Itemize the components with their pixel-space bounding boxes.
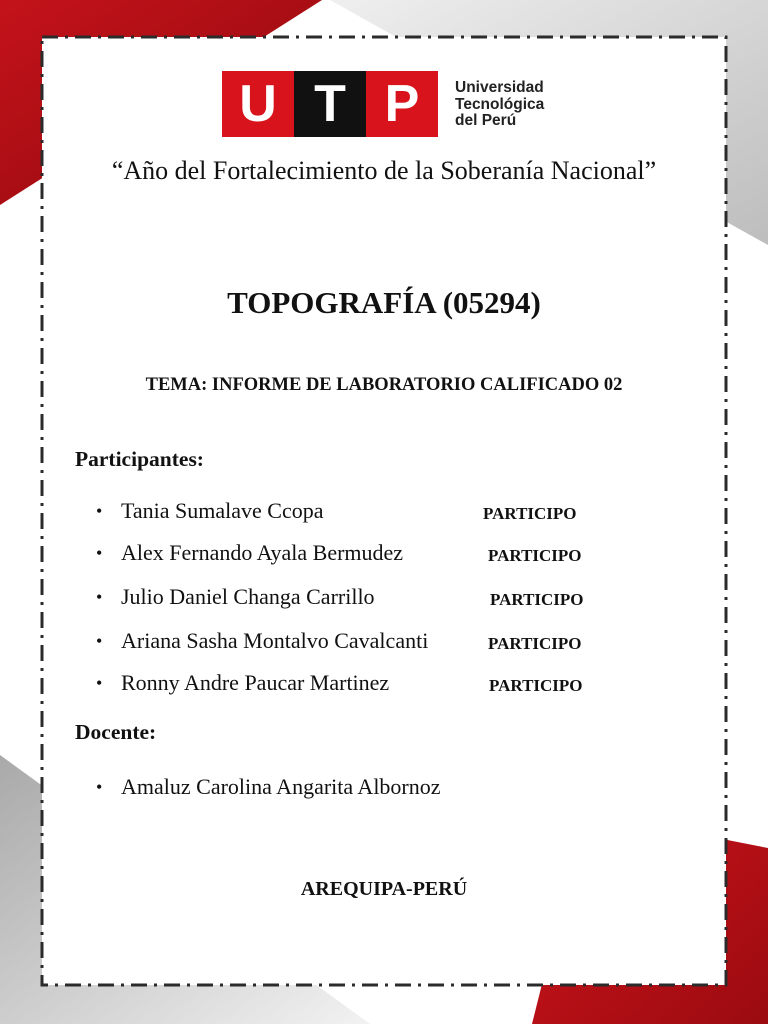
teacher-name: Amaluz Carolina Angarita Albornoz xyxy=(121,774,441,799)
logo-letter-t: T xyxy=(294,71,366,137)
university-name-line-3: del Perú xyxy=(455,112,517,129)
bullet-icon: • xyxy=(96,673,103,693)
participant-name: Alex Fernando Ayala Bermudez xyxy=(121,540,404,565)
location: AREQUIPA-PERÚ xyxy=(300,878,468,900)
bullet-icon: • xyxy=(96,777,103,797)
bullet-icon: • xyxy=(96,631,103,651)
participant-name: Julio Daniel Changa Carrillo xyxy=(121,584,375,609)
participation-status: PARTICIPO xyxy=(488,546,582,565)
university-name-line-1: Universidad xyxy=(455,79,544,96)
participation-status: PARTICIPO xyxy=(489,676,583,695)
bullet-icon: • xyxy=(96,587,103,607)
logo-letter-u: U xyxy=(222,71,294,137)
university-name xyxy=(455,80,544,130)
utp-logo xyxy=(222,71,562,137)
participant-name: Ronny Andre Paucar Martinez xyxy=(121,670,390,695)
course-title: TOPOGRAFÍA (05294) xyxy=(227,285,541,320)
participation-status: PARTICIPO xyxy=(488,634,582,653)
participation-status: PARTICIPO xyxy=(483,504,577,523)
teacher-heading: Docente: xyxy=(75,720,157,744)
participation-status: PARTICIPO xyxy=(490,590,584,609)
participant-name: Ariana Sasha Montalvo Cavalcanti xyxy=(121,628,429,653)
participant-name: Tania Sumalave Ccopa xyxy=(121,498,324,523)
year-motto: “Año del Fortalecimiento de la Soberanía Nacional” xyxy=(111,156,657,185)
bullet-icon: • xyxy=(96,543,103,563)
university-name-line-2: Tecnológica xyxy=(455,95,545,113)
report-topic: TEMA: INFORME DE LABORATORIO CALIFICADO 02 xyxy=(145,375,623,395)
participants-heading: Participantes: xyxy=(75,447,204,471)
bullet-icon: • xyxy=(96,501,103,521)
logo-letter-p: P xyxy=(366,71,438,137)
